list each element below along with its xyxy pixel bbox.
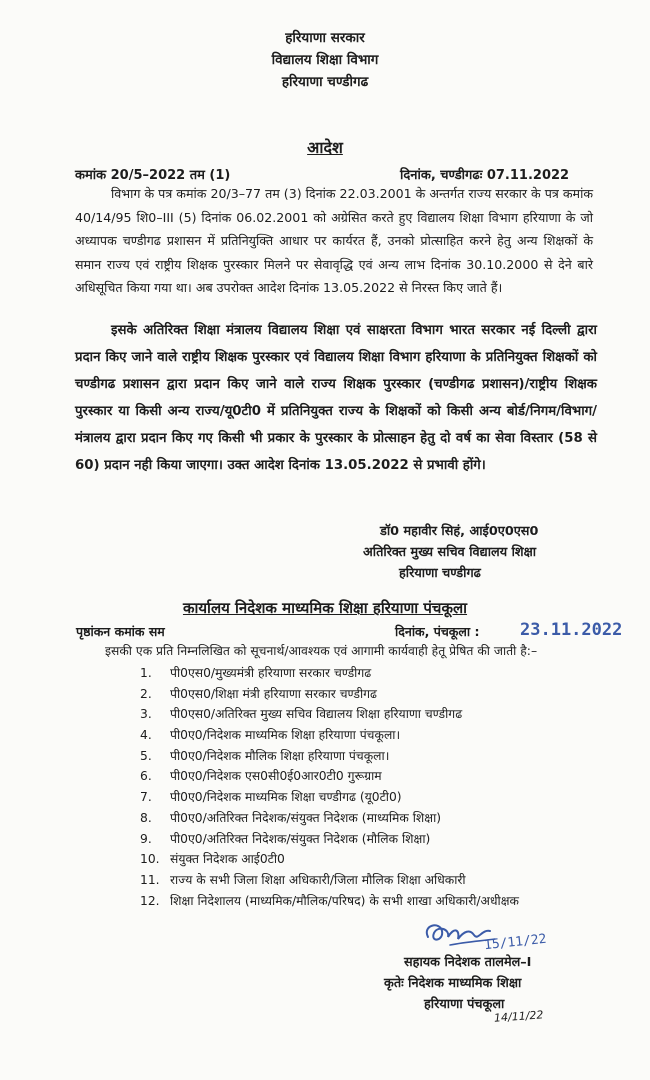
list-item: 10. संयुक्त निदेशक आई0टी0 (140, 852, 285, 867)
list-item: 12. शिक्षा निदेशालय (माध्यमिक/मौलिक/परिषद) के सभी शाखा अधिकारी/अधीक्षक (140, 893, 519, 908)
signature-date: 15/11/22 (483, 931, 548, 954)
endorsement-office: कार्यालय निदेशक माध्यमिक शिक्षा हरियाणा पंचकूला (182, 599, 468, 617)
department-name: विद्यालय शिक्षा विभाग (271, 52, 379, 68)
closing-initial-date: 14/11/22 (493, 1008, 544, 1025)
endorsement-date-label: दिनांक, पंचकूला : (395, 624, 480, 639)
govt-name: हरियाणा सरकार (285, 30, 365, 46)
list-item: 3. पी0एस0/अतिरिक्त मुख्य सचिव विद्यालय शिक्षा हरियाणा चण्डीगढ (140, 707, 463, 722)
list-item: 4. पी0ए0/निदेशक माध्यमिक शिक्षा हरियाणा पंचकूला। (140, 728, 401, 743)
order-paragraph-1: विभाग के पत्र कमांक 20/3–77 तम (3) दिनांक 22.03.2001 के अन्तर्गत राज्य सरकार के पत्र कमांक 40/14/95 शि0–III (5) दिनांक 06.02.2001 को अग्रेसित करते हुए विद्यालय शिक्षा विभाग हरियाणा के जो अध्यापक चण्डीगढ प्रशासन में प्रतिनियुक्ति आधार पर कार्यरत हैं, उनको प्रोत्साहित करने हेतु अन्य शिक्षकों के समान राज्य एवं राष्ट्रीय शिक्षक पुरस्कार मिलने पर सेवावृद्धि एवं अन्य लाभ दिनांक 30.10.2000 से देने बारे अधिसूचित किया गया था। अब उपरोक्त आदेश दिनांक 13.05.2022 से निरस्त किए जाते हैं। (75, 186, 593, 295)
closing-designation: सहायक निदेशक तालमेल–I (404, 955, 532, 970)
signatory-name: डॉ0 महावीर सिहं, आई0ए0एस0 (380, 524, 539, 539)
list-item: 8. पी0ए0/अतिरिक्त निदेशक/संयुक्त निदेशक (माध्यमिक शिक्षा) (140, 810, 442, 825)
list-item: 11. राज्य के सभी जिला शिक्षा अधिकारी/जिला मौलिक शिक्षा अधिकारी (140, 872, 466, 887)
list-item: 9. पी0ए0/अतिरिक्त निदेशक/संयुक्त निदेशक (मौलिक शिक्षा) (140, 831, 431, 846)
order-number: कमांक 20/5–2022 तम (1) (75, 168, 231, 183)
department-place: हरियाणा चण्डीगढ (281, 74, 369, 90)
list-item: 5. पी0ए0/निदेशक मौलिक शिक्षा हरियाणा पंचकूला। (140, 748, 390, 763)
recipient-list (140, 663, 519, 911)
order-title: आदेश (307, 138, 343, 157)
endorsement-number: पृष्ठांकन कमांक सम (76, 624, 165, 639)
endorsement-date-handwritten: 23.11.2022 (520, 620, 623, 640)
order-date: दिनांक, चण्डीगढः 07.11.2022 (400, 168, 570, 183)
list-item: 6. पी0ए0/निदेशक एस0सी0ई0आर0टी0 गुरूग्राम (140, 769, 382, 784)
signatory-place: हरियाणा चण्डीगढ (399, 566, 481, 581)
endorsement-intro: इसकी एक प्रति निम्नलिखित को सूचनार्थ/आवश्यक एवं आगामी कार्यवाही हेतू प्रेषित की जाती है:– (105, 644, 538, 658)
closing-place: हरियाणा पंचकूला (424, 997, 505, 1012)
order-paragraph-2: इसके अतिरिक्त शिक्षा मंत्रालय विद्यालय शिक्षा एवं साक्षरता विभाग भारत सरकार नई दिल्ली द्वारा प्रदान किए जाने वाले राष्ट्रीय शिक्षक पुरस्कार एवं विद्यालय शिक्षा विभाग हरियाणा के प्रतिनियुक्त शिक्षकों को चण्डीगढ प्रशासन द्वारा प्रदान किए जाने वाले राज्य शिक्षक पुरस्कार (चण्डीगढ प्रशासन)/राष्ट्रीय शिक्षक पुरस्कार या किसी अन्य राज्य/यू0टी0 में प्रतिनियुक्त राज्य के शिक्षकों को किसी अन्य बोर्ड/निगम/विभाग/मंत्रालय द्वारा प्रदान किए गए किसी भी प्रकार के पुरस्कार के प्रोत्साहन हेतु दो वर्ष का सेवा विस्तार (58 से 60) प्रदान नही किया जाएगा। उक्त आदेश दिनांक 13.05.2022 से प्रभावी होंगे। (75, 323, 597, 473)
list-item: 7. पी0ए0/निदेशक माध्यमिक शिक्षा चण्डीगढ (यू0टी0) (140, 790, 402, 805)
list-item: 2. पी0एस0/शिक्षा मंत्री हरियाणा सरकार चण्डीगढ (140, 686, 377, 701)
signatory-designation: अतिरिक्त मुख्य सचिव विद्यालय शिक्षा (363, 545, 537, 560)
list-item: 1. पी0एस0/मुख्यमंत्री हरियाणा सरकार चण्डीगढ (140, 666, 372, 680)
closing-on-behalf: कृतेः निदेशक माध्यमिक शिक्षा (384, 976, 522, 991)
